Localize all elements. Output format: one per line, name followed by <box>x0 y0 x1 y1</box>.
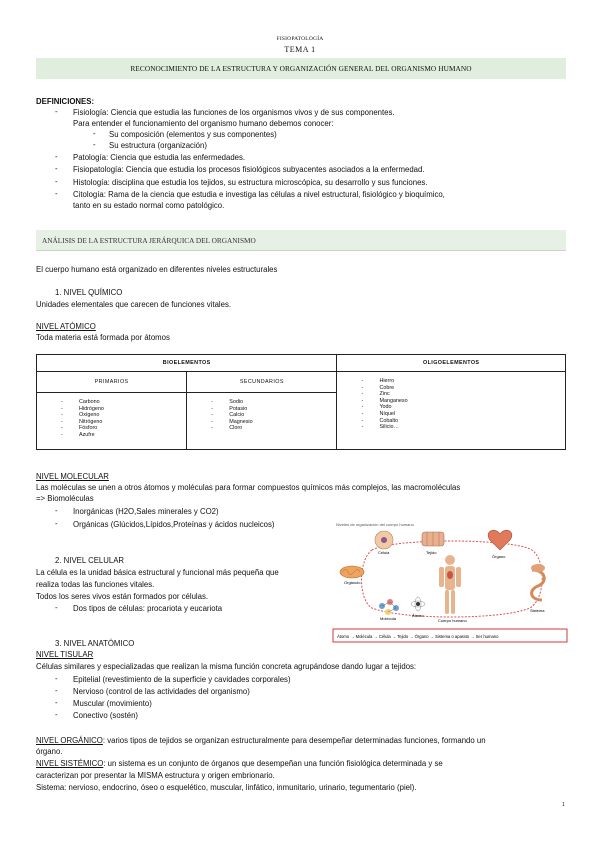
analisis-intro: El cuerpo humano está organizado en diferentes niveles estructurales <box>36 265 278 274</box>
secundario-item: - Cloro <box>187 425 336 432</box>
primarios-cell <box>37 393 187 450</box>
def-patologia: Patología: Ciencia que estudia las enfermedades. <box>73 153 246 162</box>
tejido-nervioso: Nervioso (control de las actividades del organismo) <box>73 687 250 696</box>
oligoelemento-item: - Níquel <box>337 411 565 418</box>
organization-levels-figure <box>332 520 568 644</box>
nivel-sistemico-heading: NIVEL SISTÉMICO <box>36 759 104 768</box>
label-celula: Célula <box>378 550 390 555</box>
nivel-anatomico-heading: 3. NIVEL ANATÓMICO <box>55 639 135 648</box>
oligoelementos-list <box>337 378 565 431</box>
bullet-dash: - <box>55 710 58 719</box>
course-name: FISIOPATOLOGÍA <box>276 36 324 42</box>
nivel-sistemico-desc: : un sistema es un conjunto de órganos que desempeñan una función fisiológica determinada y se <box>103 759 443 768</box>
bullet-dash: - <box>55 506 58 515</box>
cell-illustration <box>375 531 393 549</box>
def-sub-estructura: Su estructura (organización) <box>109 141 207 150</box>
tissue-illustration <box>422 532 444 546</box>
nivel-tisular-desc: Células similares y especializadas que realizan la misma función concreta agrupándose dando lugar a tejidos: <box>36 662 417 671</box>
def-histologia: Histología: disciplina que estudia los tejidos, su estructura microscópica, su desarrollo y sus funciones. <box>73 178 428 187</box>
primarios-list <box>37 399 186 439</box>
atom-illustration <box>411 597 425 611</box>
document-title: RECONOCIMIENTO DE LA ESTRUCTURA Y ORGANIZACIÓN GENERAL DEL ORGANISMO HUMANO <box>36 58 566 79</box>
nivel-quimico-heading: 1. NIVEL QUÍMICO <box>55 288 123 297</box>
secundarios-header: SECUNDARIOS <box>187 372 337 393</box>
nivel-organico-line <box>36 735 486 746</box>
primario-item: - Oxígeno <box>37 412 186 419</box>
nivel-molecular-biomoleculas: => Biomoléculas <box>36 494 94 503</box>
nivel-tisular-heading: NIVEL TISULAR <box>36 650 94 659</box>
def-sub-composicion: Su composición (elementos y sus componentes) <box>109 130 277 139</box>
nivel-atomico-heading: NIVEL ATÓMICO <box>36 322 96 331</box>
definiciones-title: DEFINICIONES: <box>36 97 95 106</box>
page-number: 1 <box>562 802 565 808</box>
oligoelemento-item: - Hierro <box>337 378 565 385</box>
nivel-quimico-desc: Unidades elementales que carecen de funciones vitales. <box>36 300 232 309</box>
tejido-conectivo: Conectivo (sostén) <box>73 711 139 720</box>
nivel-organico-heading: NIVEL ORGÁNICO <box>36 736 103 745</box>
primario-item: - Hidrógeno <box>37 406 186 413</box>
nivel-organico-desc2: órgano. <box>36 747 63 756</box>
secundario-item: - Magnesio <box>187 419 336 426</box>
sistema-list: Sistema: nervioso, endocrino, óseo o esquelético, muscular, linfático, inmunitario, urinario, tegumentario (piel). <box>36 783 417 792</box>
nivel-celular-desc2: realiza todas las funciones vitales. <box>36 580 155 589</box>
figure-title: Niveles de organización del cuerpo humano <box>336 522 414 527</box>
elements-table <box>36 354 566 450</box>
primario-item: - Fósforo <box>37 425 186 432</box>
bullet-dash: - <box>55 177 58 186</box>
oligoelemento-item: - Cobalto <box>337 418 565 425</box>
organelle-illustration <box>340 566 364 578</box>
bullet-dash: - <box>55 519 58 528</box>
nivel-atomico-desc: Toda materia está formada por átomos <box>36 333 170 342</box>
bullet-dash: - <box>55 698 58 707</box>
bullet-dash: - <box>93 140 96 149</box>
bullet-dash: - <box>55 674 58 683</box>
primario-item: - Nitrógeno <box>37 419 186 426</box>
nivel-organico-desc: : varios tipos de tejidos se organizan estructuralmente para desempeñar determinadas funciones, formando un <box>102 736 486 745</box>
label-sistema: Sistema <box>530 608 545 613</box>
def-fisiopatologia: Fisiopatología: Ciencia que estudia los procesos fisiológicos subyacentes asociados a la enfermedad. <box>73 165 425 174</box>
secundarios-list <box>187 399 336 432</box>
tema-label: TEMA 1 <box>284 45 316 54</box>
label-organo: Órgano <box>492 554 506 559</box>
nivel-sistemico-desc2: caracterizan por presentar la MISMA estructura y origen embrionario. <box>36 771 275 780</box>
def-fisiologia-cont: Para entender el funcionamiento del organismo humano debemos conocer: <box>73 119 334 128</box>
nivel-molecular-desc: Las moléculas se unen a otros átomos y moléculas para formar compuestos químicos más complejos, las macromoléculas <box>36 483 461 492</box>
label-organulo: Orgánulo <box>344 580 361 585</box>
secundario-item: - Potasio <box>187 406 336 413</box>
organ-illustration <box>488 530 512 550</box>
primarios-header: PRIMARIOS <box>37 372 187 393</box>
label-cuerpo: Cuerpo humano <box>438 618 467 623</box>
legend-text: Átomo → Molécula → Célula → Tejido → Órgano → Sistema o aparato → Ser humano <box>337 634 499 639</box>
secundarios-cell <box>187 393 337 450</box>
nivel-celular-heading: 2. NIVEL CELULAR <box>55 556 125 565</box>
label-atomo: Átomo <box>412 613 424 618</box>
system-illustration <box>531 564 545 600</box>
organization-diagram <box>332 520 568 644</box>
bullet-dash: - <box>55 603 58 612</box>
bullet-dash: - <box>55 686 58 695</box>
secundario-item: - Sodio <box>187 399 336 406</box>
oligoelemento-item: - Manganeso <box>337 398 565 405</box>
molecule-illustration <box>379 599 399 615</box>
nivel-sistemico-line <box>36 758 443 769</box>
bullet-dash: - <box>93 129 96 138</box>
secundario-item: - Calcio <box>187 412 336 419</box>
def-citologia-cont: tanto en su estado normal como patológico. <box>73 201 225 210</box>
celular-tipos: Dos tipos de células: procariota y eucariota <box>73 604 223 613</box>
bullet-dash: - <box>55 164 58 173</box>
nivel-celular-desc1: La célula es la unidad básica estructural y funcional más pequeña que <box>36 568 279 577</box>
tejido-epitelial: Epitelial (revestimiento de la superficie y cavidades corporales) <box>73 675 291 684</box>
def-fisiologia: Fisiología: Ciencia que estudia las funciones de los organismos vivos y de sus componentes. <box>73 108 395 117</box>
bullet-dash: - <box>55 152 58 161</box>
primario-item: - Carbono <box>37 399 186 406</box>
oligoelemento-item: - Zinc <box>337 391 565 398</box>
def-citologia: Citología: Rama de la ciencia que estudia e investiga las células a nivel estructural, fisiológico y bioquímico, <box>73 190 445 199</box>
oligoelementos-cell <box>337 355 566 450</box>
molecular-organicas: Orgánicas (Glúcidos,Lípidos,Proteínas y ácidos nucleicos) <box>73 520 275 529</box>
bioelementos-header: BIOELEMENTOS <box>37 355 337 372</box>
nivel-celular-desc3: Todos los seres vivos están formados por células. <box>36 592 209 601</box>
tejido-muscular: Muscular (movimiento) <box>73 699 152 708</box>
human-body-illustration <box>439 555 461 614</box>
label-molecula: Molécula <box>380 616 397 621</box>
oligoelemento-item: - Silicio… <box>337 424 565 431</box>
bullet-dash: - <box>55 189 58 198</box>
oligoelemento-item: - Yodo <box>337 404 565 411</box>
primario-item: - Azufre <box>37 432 186 439</box>
oligoelemento-item: - Cobre <box>337 385 565 392</box>
bullet-dash: - <box>55 107 58 116</box>
oligoelementos-header: OLIGOELEMENTOS <box>337 355 565 372</box>
analisis-title: ANÁLISIS DE LA ESTRUCTURA JERÁRQUICA DEL ORGANISMO <box>36 230 566 251</box>
label-tejido: Tejido <box>426 550 437 555</box>
molecular-inorganicas: Inorgánicas (H2O,Sales minerales y CO2) <box>73 507 219 516</box>
nivel-molecular-heading: NIVEL MOLECULAR <box>36 472 109 481</box>
